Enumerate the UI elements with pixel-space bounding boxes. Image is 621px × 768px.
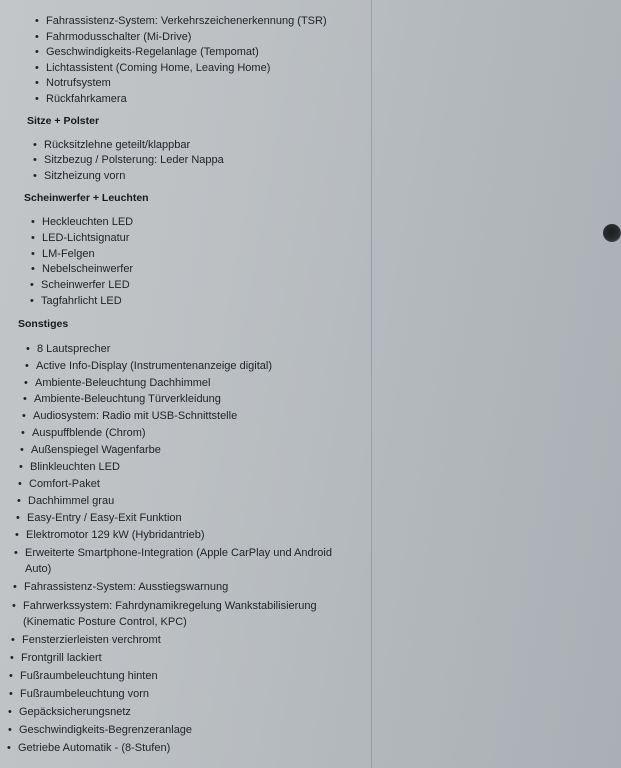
list-item: • Gepäcksicherungsnetz bbox=[19, 705, 131, 719]
list-item: • Erweiterte Smartphone-Integration (Apple CarPlay und Android bbox=[25, 546, 332, 560]
list-item: • Tagfahrlicht LED bbox=[41, 294, 122, 308]
list-item: • Fahrassistenz-System: Ausstiegswarnung bbox=[24, 580, 228, 594]
list-item: • Heckleuchten LED bbox=[42, 215, 133, 229]
list-item: • Notrufsystem bbox=[46, 76, 111, 90]
list-item: • Scheinwerfer LED bbox=[41, 278, 130, 292]
list-item: • Fahrmodusschalter (Mi-Drive) bbox=[46, 30, 191, 44]
list-item: • Getriebe Automatik - (8-Stufen) bbox=[18, 741, 170, 755]
list-item: • Ambiente-Beleuchtung Türverkleidung bbox=[34, 392, 221, 406]
list-item: • Geschwindigkeits-Begrenzeranlage bbox=[19, 723, 192, 737]
list-item: • Auspuffblende (Chrom) bbox=[32, 426, 146, 440]
list-item: • Fahrassistenz-System: Verkehrszeichenerkennung (TSR) bbox=[46, 14, 327, 28]
list-item: • LED-Lichtsignatur bbox=[42, 231, 129, 245]
section-heading-sitze: Sitze + Polster bbox=[27, 115, 100, 127]
list-item: • Comfort-Paket bbox=[29, 477, 100, 491]
list-item: • Dachhimmel grau bbox=[28, 494, 114, 508]
list-item: • Sitzbezug / Polsterung: Leder Nappa bbox=[44, 153, 224, 167]
punch-hole bbox=[603, 224, 621, 242]
list-item: • Easy-Entry / Easy-Exit Funktion bbox=[27, 511, 182, 525]
list-item-continuation: Auto) bbox=[25, 563, 52, 575]
list-item: • Frontgrill lackiert bbox=[21, 651, 102, 665]
list-item: • Ambiente-Beleuchtung Dachhimmel bbox=[35, 376, 210, 390]
list-item: • Außenspiegel Wagenfarbe bbox=[31, 443, 161, 457]
list-item: • Fußraumbeleuchtung vorn bbox=[20, 687, 149, 701]
list-item: • Audiosystem: Radio mit USB-Schnittstelle bbox=[33, 409, 237, 423]
list-item: • LM-Felgen bbox=[42, 247, 95, 261]
list-item: • Fensterzierleisten verchromt bbox=[22, 633, 161, 647]
list-item: • 8 Lautsprecher bbox=[37, 342, 110, 356]
list-item: • Rückfahrkamera bbox=[46, 92, 127, 106]
list-item: • Blinkleuchten LED bbox=[30, 460, 120, 474]
section-heading-scheinwerfer: Scheinwerfer + Leuchten bbox=[24, 192, 149, 204]
list-item: • Rücksitzlehne geteilt/klappbar bbox=[44, 138, 190, 152]
list-item: • Active Info-Display (Instrumentenanzeige digital) bbox=[36, 359, 272, 373]
list-item: • Lichtassistent (Coming Home, Leaving Home) bbox=[46, 61, 270, 75]
list-item: • Nebelscheinwerfer bbox=[42, 262, 133, 276]
list-item: • Fußraumbeleuchtung hinten bbox=[20, 669, 158, 683]
list-item-continuation: (Kinematic Posture Control, KPC) bbox=[23, 616, 187, 628]
section-heading-sonstiges: Sonstiges bbox=[18, 318, 69, 330]
fold-line bbox=[371, 0, 372, 768]
list-item: • Elektromotor 129 kW (Hybridantrieb) bbox=[26, 528, 205, 542]
list-item: • Sitzheizung vorn bbox=[44, 169, 125, 183]
list-item: • Geschwindigkeits-Regelanlage (Tempomat) bbox=[46, 45, 259, 59]
list-item: • Fahrwerkssystem: Fahrdynamikregelung Wankstabilisierung bbox=[23, 599, 317, 613]
